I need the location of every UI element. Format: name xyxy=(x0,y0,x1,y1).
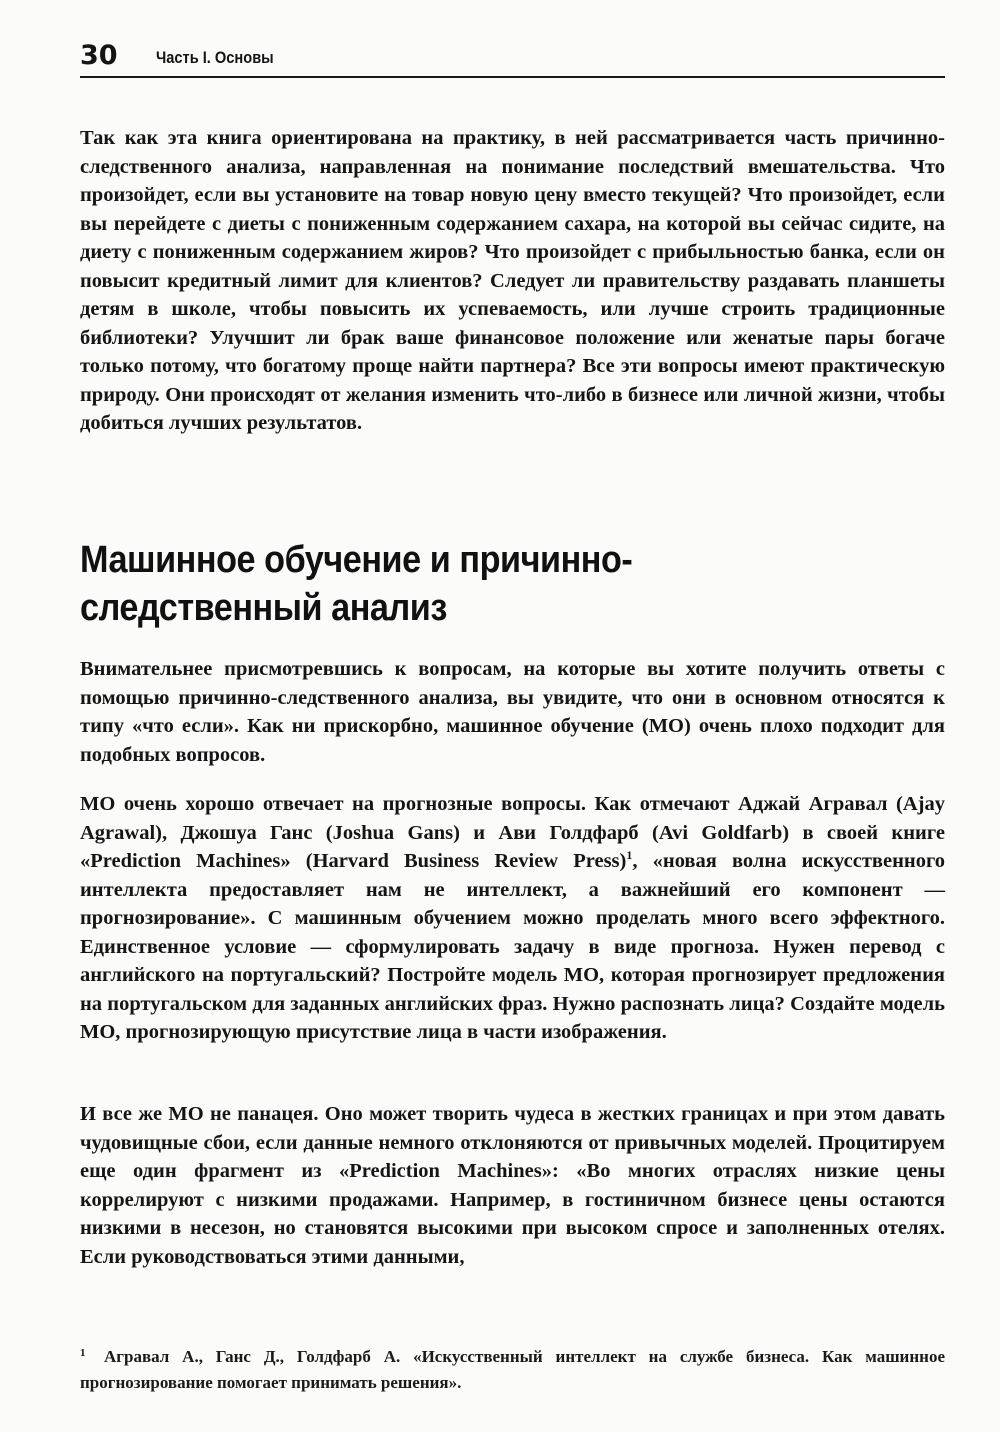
footnote-reference[interactable]: 1 xyxy=(626,848,633,862)
paragraph-text: МО очень хорошо отвечает на прогнозные вопросы. Как отмечают Аджай Агравал (Ajay Agrawal), Джошуа Ганс (Joshua Gans) и Ави Голдфарб (Avi Goldfarb) в своей книге «Prediction Machines» (Harvard Business Review Press) xyxy=(80,793,945,872)
footnote xyxy=(80,1340,945,1396)
section-title: Машинное обучение и причинно-следственный анализ xyxy=(80,539,633,629)
page-header xyxy=(80,36,945,78)
running-title: Часть I. Основы xyxy=(156,48,274,67)
footnote-mark: 1 xyxy=(80,1347,86,1359)
footnote-text: Агравал А., Ганс Д., Голдфарб А. «Искусственный интеллект на службе бизнеса. Как машинное прогнозирование помогает принимать решения». xyxy=(80,1347,945,1392)
page-number: 30 xyxy=(80,40,118,71)
paragraph-ml-prediction xyxy=(80,790,945,1047)
paragraph-text: , «новая волна искусственного интеллекта предоставляет нам не интеллект, а важнейший его компонент — прогнозирование». С машинным обучением можно проделать много всего эффектного. Единственное условие — сформулировать задачу в виде прогноза. Нужен перевод с английского на португальский? Постройте модель МО, которая прогнозирует предложения на португальском для заданных английских фраз. Нужно распознать лица? Создайте модель МО, прогнозирующую присутствие лица в части изображения. xyxy=(80,850,945,1043)
intro-paragraph: Так как эта книга ориентирована на практику, в ней рассматривается часть причинно-следственного анализа, направленная на понимание последствий вмешательства. Что произойдет, если вы установите на товар новую цену вместо текущей? Что произойдет, если вы перейдете с диеты с пониженным содержанием сахара, на которой вы сейчас сидите, на диету с пониженным содержанием жиров? Что произойдет с прибыльностью банка, если он повысит кредитный лимит для клиентов? Следует ли правительству раздавать планшеты детям в школе, чтобы повысить их успеваемость, или лучше строить традиционные библиотеки? Улучшит ли брак ваше финансовое положение или женатые пары богаче только потому, что богатому проще найти партнера? Все эти вопросы имеют практическую природу. Они происходят от желания изменить что-либо в бизнесе или личной жизни, чтобы добиться лучших результатов. xyxy=(80,127,945,434)
paragraph-ml-not-panacea: И все же МО не панацея. Оно может творить чудеса в жестких границах и при этом давать чудовищные сбои, если данные немного отклоняются от привычных моделей. Процитируем еще один фрагмент из «Prediction Machines»: «Во многих отраслях низкие цены коррелируют с низкими продажами. Например, в гостиничном бизнесе цены остаются низкими в несезон, но становятся высокими при высоком спросе и заполненных отелях. Если руководствоваться этими данными, xyxy=(80,1103,945,1268)
paragraph-ml-what-if: Внимательнее присмотревшись к вопросам, на которые вы хотите получить ответы с помощью причинно-следственного анализа, вы увидите, что они в основном относятся к типу «что если». Как ни прискорбно, машинное обучение (МО) очень плохо подходит для подобных вопросов. xyxy=(80,658,945,766)
